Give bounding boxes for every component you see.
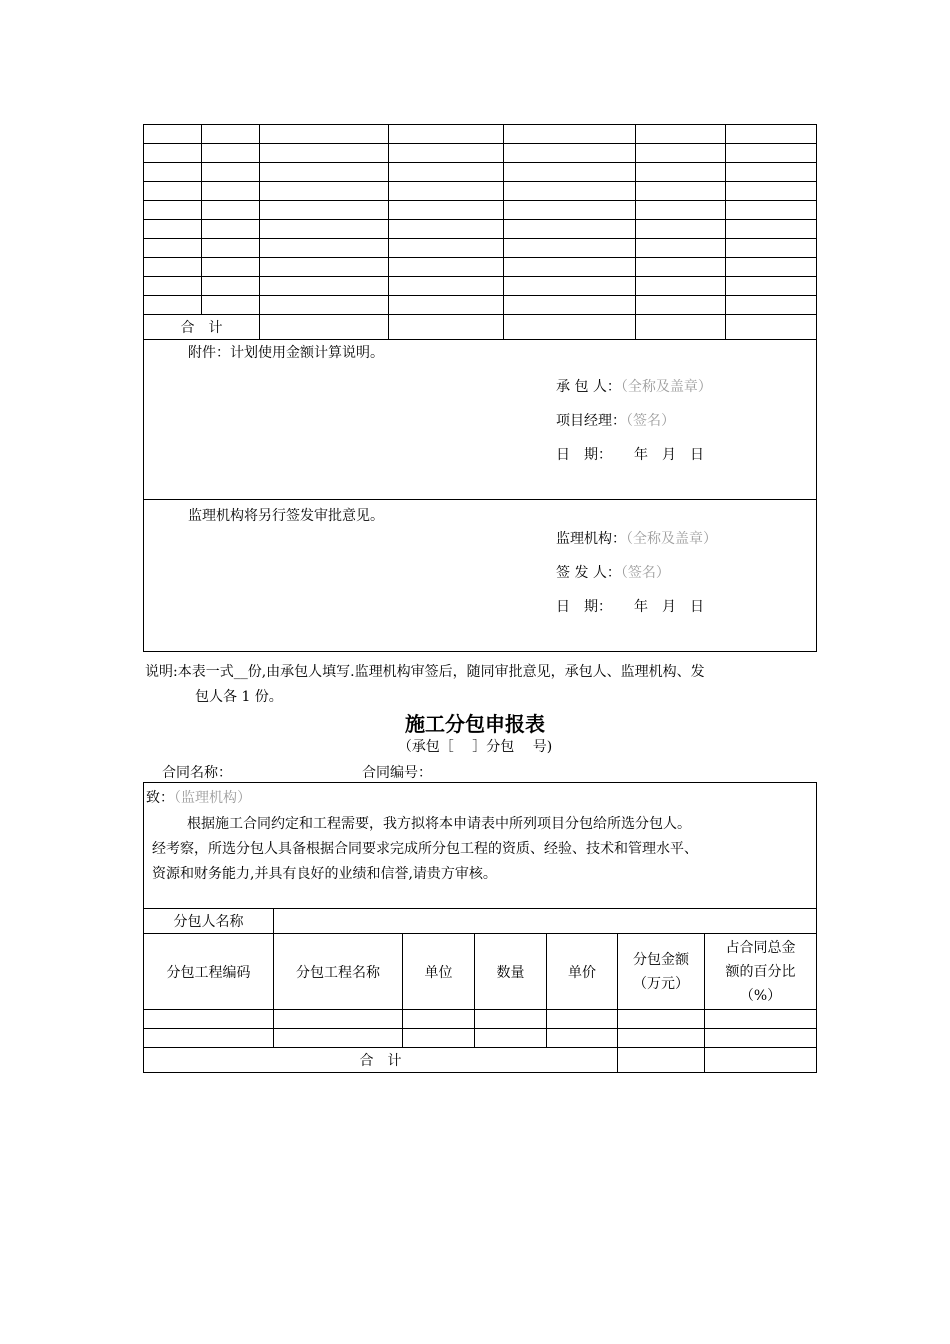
total-row <box>144 315 817 340</box>
issuer-line <box>556 562 670 582</box>
contractor-hint: （全称及盖章） <box>620 379 712 395</box>
table-row <box>144 1029 817 1048</box>
top-table-body <box>144 125 817 652</box>
page-title: 施工分包申报表 <box>405 712 545 736</box>
table-row <box>144 220 817 239</box>
header-amount-line-2: （万元） <box>633 975 689 992</box>
supervision-note: 监理机构将另行签发审批意见。 <box>188 508 384 524</box>
supervisor-hint: （全称及盖章） <box>626 531 717 547</box>
subcontractor-name-field[interactable] <box>274 909 817 934</box>
table-row <box>144 1010 817 1029</box>
supervisor-label: 监理机构： <box>556 531 626 547</box>
contractor-section <box>144 340 817 500</box>
pm-label: 项目经理： <box>556 413 626 429</box>
header-percent-line-1: 占合同总金 <box>725 939 796 956</box>
letter-section <box>144 783 817 909</box>
subcontract-table <box>143 782 817 1073</box>
issuer-label: 签 发 人： <box>556 565 621 581</box>
table-row <box>144 163 817 182</box>
supervision-section <box>144 500 817 652</box>
to-line <box>146 787 251 807</box>
header-name: 分包工程名称 <box>274 934 403 1010</box>
date-label-2: 日 期： <box>556 599 612 615</box>
pm-hint: （签名） <box>626 413 675 429</box>
body-line-2: 经考察，所选分包人具备根据合同要求完成所分包工程的资质、经验、技术和管理水平、 <box>152 841 698 857</box>
to-hint: （监理机构） <box>174 790 251 806</box>
header-percent-line-2: 额的百分比 <box>725 963 796 980</box>
header-unit-price: 单价 <box>547 934 618 1010</box>
date-line <box>556 444 704 464</box>
subcontractor-name-label: 分包人名称 <box>144 909 274 934</box>
form-total-label: 合 计 <box>144 1048 618 1073</box>
date-value: 年 月 日 <box>634 447 704 463</box>
table-row <box>144 296 817 315</box>
header-amount <box>618 934 705 1010</box>
top-table <box>143 124 817 652</box>
header-code: 分包工程编码 <box>144 934 274 1010</box>
attachment-note: 附件：计划使用金额计算说明。 <box>188 345 384 361</box>
note-line-2: 包人各 1 份。 <box>195 689 283 705</box>
date-value-2: 年 月 日 <box>634 599 704 615</box>
supervisor-line <box>556 528 717 548</box>
table-row <box>144 239 817 258</box>
contractor-line <box>556 376 712 396</box>
note-line-1: 说明:本表一式__份,由承包人填写.监理机构审签后，随同审批意见，承包人、监理机构、发 <box>145 664 705 680</box>
table-row <box>144 258 817 277</box>
date-label: 日 期： <box>556 447 612 463</box>
table-row <box>144 201 817 220</box>
table-row <box>144 125 817 144</box>
contractor-label: 承 包 人： <box>556 379 621 395</box>
body-line-3: 资源和财务能力,并具有良好的业绩和信誉,请贵方审核。 <box>152 866 497 882</box>
date-line-2 <box>556 596 704 616</box>
total-label: 合 计 <box>144 315 260 340</box>
total-row <box>144 1048 817 1073</box>
table-row <box>144 144 817 163</box>
contract-no-label: 合同编号： <box>362 765 432 781</box>
issuer-hint: （签名） <box>620 565 670 581</box>
table-row <box>144 277 817 296</box>
body-line-1: 根据施工合同约定和工程需要，我方拟将本申请表中所列项目分包给所选分包人。 <box>187 816 691 832</box>
page-subtitle: （承包［ ］分包 号) <box>397 739 553 755</box>
header-unit: 单位 <box>403 934 475 1010</box>
contract-name-label: 合同名称： <box>162 765 232 781</box>
header-amount-line-1: 分包金额 <box>633 951 689 968</box>
header-percent <box>705 934 817 1010</box>
header-quantity: 数量 <box>475 934 547 1010</box>
pm-line <box>556 410 675 430</box>
table-row <box>144 182 817 201</box>
to-label: 致： <box>146 790 174 806</box>
header-percent-line-3: （%） <box>739 987 782 1004</box>
